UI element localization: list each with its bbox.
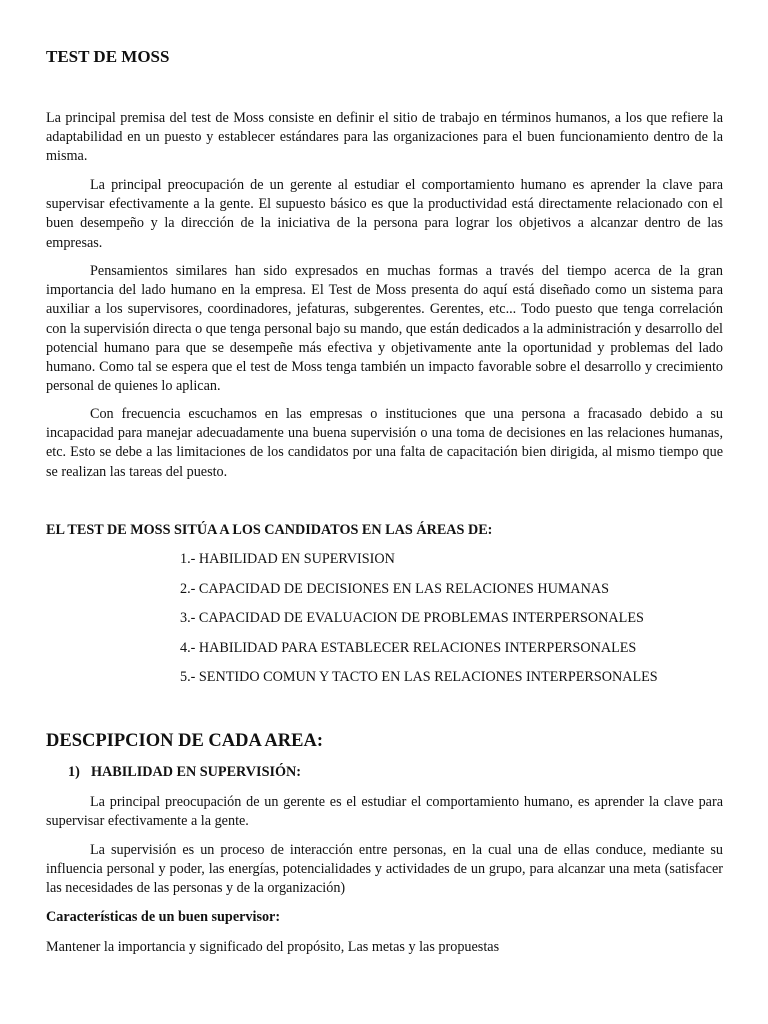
area-item-1: 1.- HABILIDAD EN SUPERVISION (180, 551, 395, 567)
area-item-4: 4.- HABILIDAD PARA ESTABLECER RELACIONES INTERPERSONALES (180, 639, 637, 656)
section-title: DESCPIPCION DE CADA AREA: (46, 731, 324, 751)
paragraph-manager-concern: La principal preocupación de un gerente al estudiar el comportamiento humano es aprender la clave para supervisar efectivamente a la gente. El supuesto básico es que la productividad está directamente relacionado con el buen desempeño y la dirección de la iniciativa de la persona para lograr los objetivos a alcanzar dentro de las empresas. (46, 177, 723, 251)
subsection-heading (68, 764, 301, 781)
document-title: TEST DE MOSS (46, 47, 170, 66)
characteristics-heading: Características de un buen supervisor: (46, 909, 281, 925)
subsection-number: 1) (68, 764, 80, 780)
area-item-3: 3.- CAPACIDAD DE EVALUACION DE PROBLEMAS INTERPERSONALES (180, 610, 644, 627)
characteristics-line: Mantener la importancia y significado del propósito, Las metas y las propuestas (46, 939, 500, 955)
paragraph-frequency: Con frecuencia escuchamos en las empresas o instituciones que una persona a fracasado debido a su incapacidad para manejar adecuadamente una buena supervisión o una toma de decisiones en las relaciones humanas, etc. Esto se debe a las limitaciones de los candidatos por una falta de capacitación bien dirigida, al mismo tiempo que se realizan las tareas del puesto. (46, 406, 723, 480)
areas-heading: EL TEST DE MOSS SITÚA A LOS CANDIDATOS EN LAS ÁREAS DE: (46, 522, 493, 538)
paragraph-supervision-definition: La supervisión es un proceso de interacción entre personas, en la cual una de ellas conduce, mediante su influencia personal y poder, las energías, potencialidades y actividades de un grupo, para alcanzar una meta (satisfacer las necesidades de las personas y de la organización) (46, 842, 723, 897)
area-item-5: 5.- SENTIDO COMUN Y TACTO EN LAS RELACIONES INTERPERSONALES (180, 669, 658, 686)
area-item-2: 2.- CAPACIDAD DE DECISIONES EN LAS RELACIONES HUMANAS (180, 580, 610, 597)
areas-list (180, 550, 658, 698)
paragraph-similar-thoughts: Pensamientos similares han sido expresados en muchas formas a través del tiempo acerca de la gran importancia del lado humano en la empresa. El Test de Moss presenta do aquí está diseñado como un sistema para auxiliar a los supervisores, coordinadores, jefaturas, subgerentes. Gerentes, etc... Todo puesto que tenga correlación con la supervisión directa o que tenga personal bajo su mando, que están dedicados a la administración y desarrollo del potencial humano para que se desempeñe más efectiva y objetivamente ante la oportunidad y problemas del lado humano. Como tal se espera que el test de Moss tenga también un impacto favorable sobre el desarrollo y crecimiento personal de quienes lo aplican. (46, 263, 723, 395)
paragraph-supervision-concern: La principal preocupación de un gerente es el estudiar el comportamiento humano, es aprender la clave para supervisar efectivamente a la gente. (46, 794, 723, 830)
subsection-title: HABILIDAD EN SUPERVISIÓN: (91, 764, 301, 780)
paragraph-intro: La principal premisa del test de Moss consiste en definir el sitio de trabajo en términos humanos, a los que refiere la adaptabilidad en un puesto y establecer estándares para las organizaciones para el buen funcionamiento dentro de la misma. (46, 110, 723, 165)
